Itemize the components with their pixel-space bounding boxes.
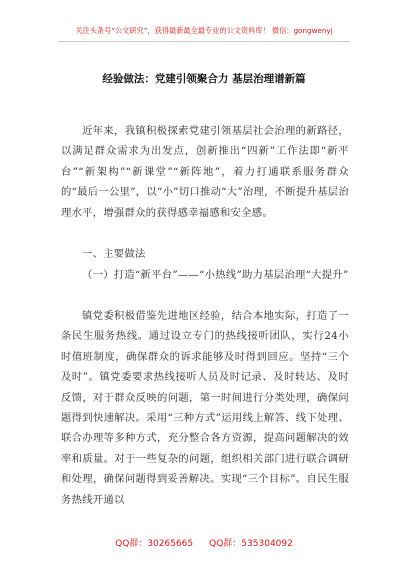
footer-contact [0, 536, 408, 549]
subsection-heading: （一）打造“新平台”——“小热线”助力基层治理“大提升” [82, 269, 349, 281]
header-divider [58, 41, 350, 42]
section-heading: 一、主要做法 [82, 248, 146, 260]
document-title: 经验做法：党建引领聚合力 基层治理谱新篇 [102, 73, 306, 85]
intro-paragraph: 近年来，我镇积极探索党建引领基层社会治理的新路径，以满足群众需求为出发点，创新推出“四新”工作法即“新平台”“新架构”“新课堂”“新阵地”，着力打通联系服务群众的“最后一公里”，以“小”切口推动“大”治理，不断提升基层治理水平，增强群众的获得感幸福感和安全感。 [61, 125, 349, 219]
header-notice: 关注头条号“公文研究”，获得最新最全最专业的公文资料库！ 微信：gongwenyj [75, 26, 333, 35]
body-paragraph: 镇党委积极借鉴先进地区经验，结合本地实际，打造了一条民生服务热线。通过设立专门的热线接听团队，实行24小时值班制度，确保群众的诉求能够及时得到回应。坚持“三个及时”。镇党委要求热线接听人员及时记录、及时转达、及时反馈，对于群众反映的问题，第一时间进行分类处理，确保问题得到快速解决。采用“三种方式”运用线上解答、线下处理、联合办理等多种方式，充分整合各方资源，提高问题解决的效率和质量。对于一些复杂的问题，组织相关部门进行联合调研和处理，确保问题得到妥善解决。实现“三个目标”。自民生服务热线开通以 [61, 310, 349, 506]
qq-group-1: QQ群：30265665 [115, 539, 194, 549]
qq-group-2: QQ群：535304092 [209, 539, 293, 549]
